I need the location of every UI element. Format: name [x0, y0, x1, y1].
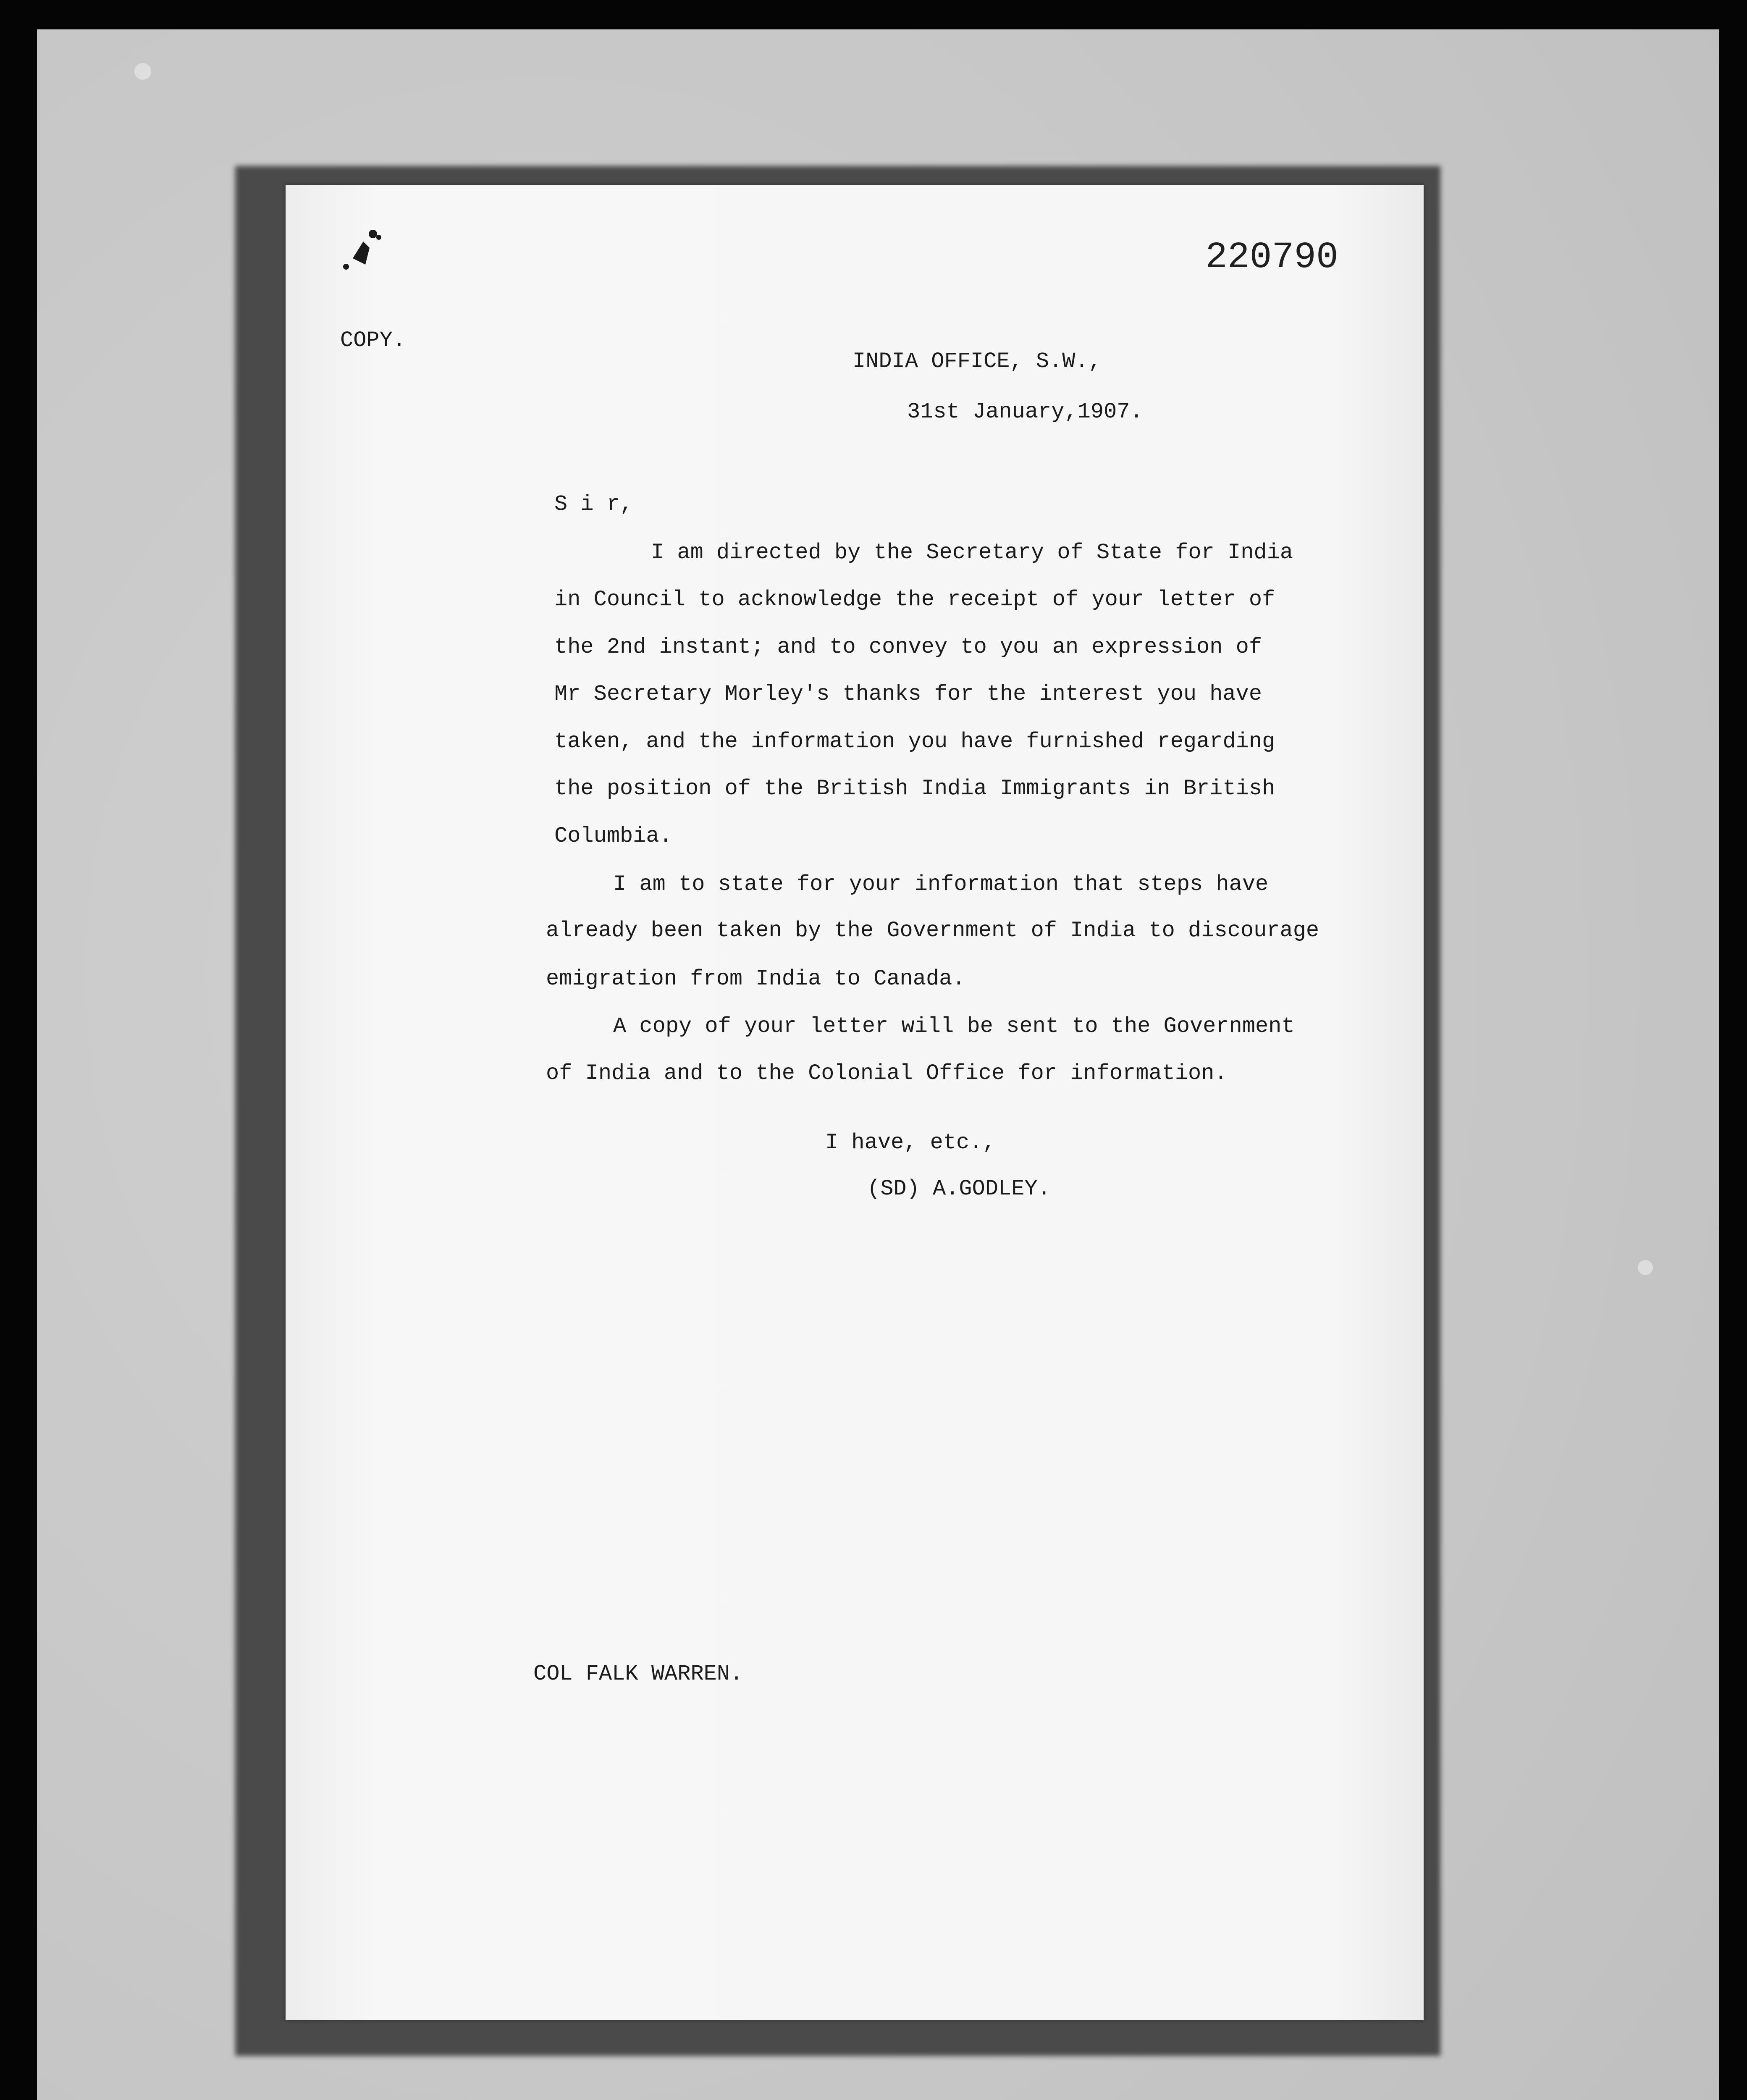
letter-date: 31st January,1907.	[907, 399, 1143, 424]
body-line: in Council to acknowledge the receipt of your letter of	[554, 587, 1275, 612]
sender-address: INDIA OFFICE, S.W.,	[853, 349, 1102, 374]
dust-speck	[134, 63, 151, 80]
dust-speck	[1638, 1260, 1653, 1275]
closing: I have, etc.,	[825, 1130, 996, 1155]
signature: (SD) A.GODLEY.	[867, 1176, 1051, 1201]
body-line: Columbia.	[554, 824, 672, 848]
ink-blot-icon	[340, 225, 386, 279]
addressee: COL FALK WARREN.	[533, 1662, 743, 1686]
body-line: I am directed by the Secretary of State for India	[651, 540, 1293, 565]
body-line: the 2nd instant; and to convey to you an expression of	[554, 635, 1262, 659]
salutation: S i r,	[554, 492, 633, 517]
body-line: A copy of your letter will be sent to the Government	[613, 1014, 1295, 1039]
copy-label: COPY.	[340, 328, 406, 353]
body-line: already been taken by the Government of India to discourage	[546, 918, 1319, 943]
body-line: emigration from India to Canada.	[546, 966, 965, 991]
body-line: of India and to the Colonial Office for information.	[546, 1061, 1228, 1086]
reference-number: 220790	[1205, 237, 1338, 278]
body-line: taken, and the information you have furnished regarding	[554, 729, 1275, 754]
body-line: the position of the British India Immigrants in British	[554, 776, 1275, 801]
letter-page	[286, 185, 1424, 2020]
body-line: Mr Secretary Morley's thanks for the interest you have	[554, 682, 1262, 706]
body-line: I am to state for your information that steps have	[613, 872, 1269, 897]
